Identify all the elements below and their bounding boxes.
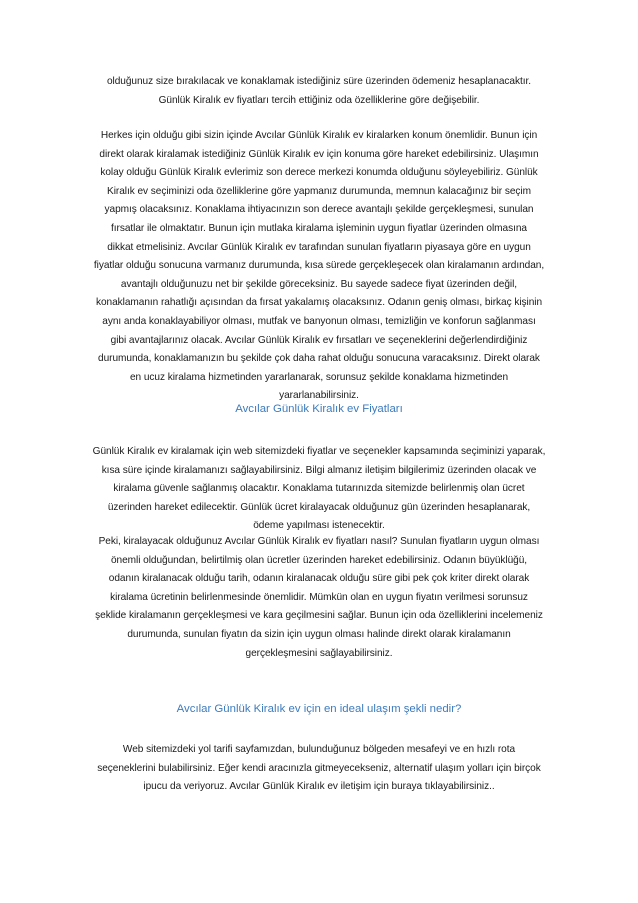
paragraph-price-factors — [60, 533, 578, 663]
text-line: kısa süre içinde kiralamanızı sağlayabilirsiniz. Bilgi almanız iletişim bilgilerimiz üzerinden olacak ve — [101, 464, 537, 476]
paragraph-pricing — [60, 443, 578, 536]
section-heading-transport: Avcılar Günlük Kiralık ev için en ideal ulaşım şekli nedir? — [176, 703, 462, 715]
paragraph-intro-continuation — [60, 73, 578, 110]
text-line: Web sitemizdeki yol tarifi sayfamızdan, bulunduğunuz bölgeden mesafeyi ve en hızlı rota — [122, 744, 516, 755]
text-line: olduğunuz size bırakılacak ve konaklamak istediğiniz süre üzerinden ödemeniz hesaplanacaktır. — [106, 76, 532, 87]
text-line: direkt olarak kiralamak istediğiniz Günlük Kiralık ev için konuma göre hareket edebilirsiniz. Ulaşımın — [99, 148, 539, 160]
section-heading-prices: Avcılar Günlük Kiralık ev Fiyatları — [235, 403, 403, 415]
text-line: odanın kiralanacak olduğu tarih, odanın kiralanacak olduğu süre gibi pek çok kriter direkt olarak — [108, 573, 530, 585]
text-line: dikkat etmelisiniz. Avcılar Günlük Kiralık ev tarafından sunulan fiyatların piyasaya göre en uygun — [107, 241, 531, 253]
text-line: aynı anda konaklayabiliyor olması, mutfak ve banyonun olması, temizliğin ve konforun sağlanması — [102, 315, 536, 327]
text-line: şeklide kiralamanın gerçekleşmesi ve kara geçilmesini sağlar. Bunun için oda özelliklerini incelemeniz — [95, 610, 543, 622]
text-line: durumunda, sunulan fiyatın da sizin için uygun olması halinde direkt olarak kiralamanın — [127, 628, 511, 640]
text-line: üzerinden hareket edilecektir. Günlük ücret kiralayacak olduğunuz gün üzerinden hesaplanarak, — [107, 501, 531, 513]
text-line: ödeme yapılması istenecektir. — [253, 520, 385, 532]
text-line: Peki, kiralayacak olduğunuz Avcılar Günlük Kiralık ev fiyatları nasıl? Sunulan fiyatların uygun olması — [98, 536, 540, 547]
text-line: konaklamanın rahatlığı açısından da fırsat yakalamış olacaksınız. Odanın geniş olması, birkaç kişinin — [95, 297, 543, 309]
text-line: kiralama güvenle sağlanmış olacaktır. Konaklama tutarınızda sitemizde belirlenmiş olan ücret — [113, 483, 525, 495]
paragraph-location — [60, 127, 578, 406]
text-line: fırsatlar ile olmaktatır. Bunun için mutlaka kiralama işleminin uygun fiyatlar üzerinden olmasına — [111, 222, 527, 234]
text-line: Kiralık ev seçiminizi oda özelliklerine göre yapmanız durumunda, memnun kalacağınız bir seçim — [107, 185, 531, 197]
text-line: en ucuz kiralama hizmetinden yararlanarak, sorunsuz şekilde konaklama hizmetinden — [129, 371, 509, 383]
text-line: avantajlı olduğunuzu net bir şekilde göreceksiniz. Bu sayede sadece fiyat üzerinden değil, — [120, 278, 518, 290]
text-line: gibi avantajlarınız olacak. Avcılar Günlük Kiralık ev fırsatları ve seçeneklerini değerlendirdiğiniz — [110, 334, 528, 346]
text-line: kolay olduğu Günlük Kiralık evlerimiz son derece merkezi konumda olduğunu söyleyebiliriz. Günlük — [100, 167, 538, 179]
text-line: seçeneklerini bulabilirsiniz. Eğer kendi aracınızla gitmeyecekseniz, alternatif ulaşım yolları için birçok — [97, 762, 541, 774]
text-line: önemli olduğundan, belirtilmiş olan ücretler üzerinden hareket edebilirsiniz. Odanın büyüklüğü, — [110, 554, 528, 566]
text-line: fiyatlar olduğu sonucuna varmanız durumunda, kısa sürede gerçekleşecek olan kiralamanın ardından, — [93, 260, 545, 272]
text-line: Herkes için olduğu gibi sizin içinde Avcılar Günlük Kiralık ev kiralarken konum önemlidir. Bunun için — [100, 130, 538, 141]
text-line: Günlük Kiralık ev fiyatları tercih ettiğiniz oda özelliklerine göre değişebilir. — [158, 94, 480, 106]
text-line: kiralama ücretinin belirlenmesinde önemlidir. Mümkün olan en uygun fiyatın verilmesi sorunsuz — [110, 591, 528, 603]
text-line: gerçekleşmesini sağlayabilirsiniz. — [245, 647, 393, 659]
text-line: ipucu da veriyoruz. Avcılar Günlük Kiralık ev iletişim için buraya tıklayabilirsiniz.. — [143, 781, 495, 793]
text-line: yararlanabilirsiniz. — [279, 390, 359, 402]
text-line: durumunda, konaklamanızın bu şekilde çok daha rahat olduğu sonucuna varacaksınız. Direkt olarak — [98, 353, 540, 365]
paragraph-transport — [60, 741, 578, 797]
text-line: Günlük Kiralık ev kiralamak için web sitemizdeki fiyatlar ve seçenekler kapsamında seçiminizi yaparak, — [92, 446, 546, 457]
text-line: yapmış olacaksınız. Konaklama ihtiyacınızın son derece avantajlı şekilde gerçekleşmesi, sunulan — [104, 204, 534, 216]
